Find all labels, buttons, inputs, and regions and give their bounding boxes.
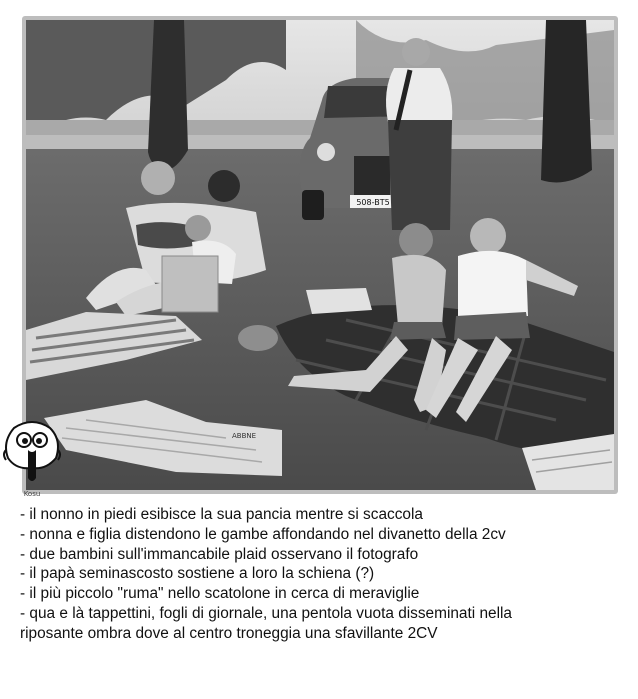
caption-line-7: riposante ombra dove al centro troneggia una sfavillante 2CV xyxy=(20,624,438,642)
caption-line-6: - qua e là tappettini, fogli di giornale, una pentola vuota disseminati nella xyxy=(20,604,512,622)
caption-line-1: - il nonno in piedi esibisce la sua pancia mentre si scaccola xyxy=(20,506,423,523)
newspaper-headline: ABBNE xyxy=(232,432,257,440)
caption-line-4: - il papà seminascosto sostiene a loro la schiena (?) xyxy=(20,565,375,583)
vintage-picnic-photo xyxy=(26,20,614,490)
cardboard-box xyxy=(162,256,218,312)
caption-line-2: - nonna e figlia distendono le gambe affondando nel divanetto della 2cv xyxy=(20,525,506,543)
photo-illustration xyxy=(26,20,614,490)
small-rug-center xyxy=(306,288,372,314)
mascot-signature: Kosu xyxy=(23,490,41,498)
photo-caption xyxy=(20,505,620,644)
license-plate: 508-BT5 xyxy=(356,198,390,207)
mascot-doodle xyxy=(2,420,62,502)
mascot-face-icon xyxy=(2,420,62,502)
tree-trunk-left xyxy=(148,20,188,170)
tree-trunk-right xyxy=(541,20,592,182)
empty-pot xyxy=(238,325,278,351)
caption-line-5: - il più piccolo "ruma" nello scatolone in cerca di meraviglie xyxy=(20,585,420,603)
caption-line-3: - due bambini sull'immancabile plaid osservano il fotografo xyxy=(20,545,419,563)
photo-frame xyxy=(22,16,618,494)
